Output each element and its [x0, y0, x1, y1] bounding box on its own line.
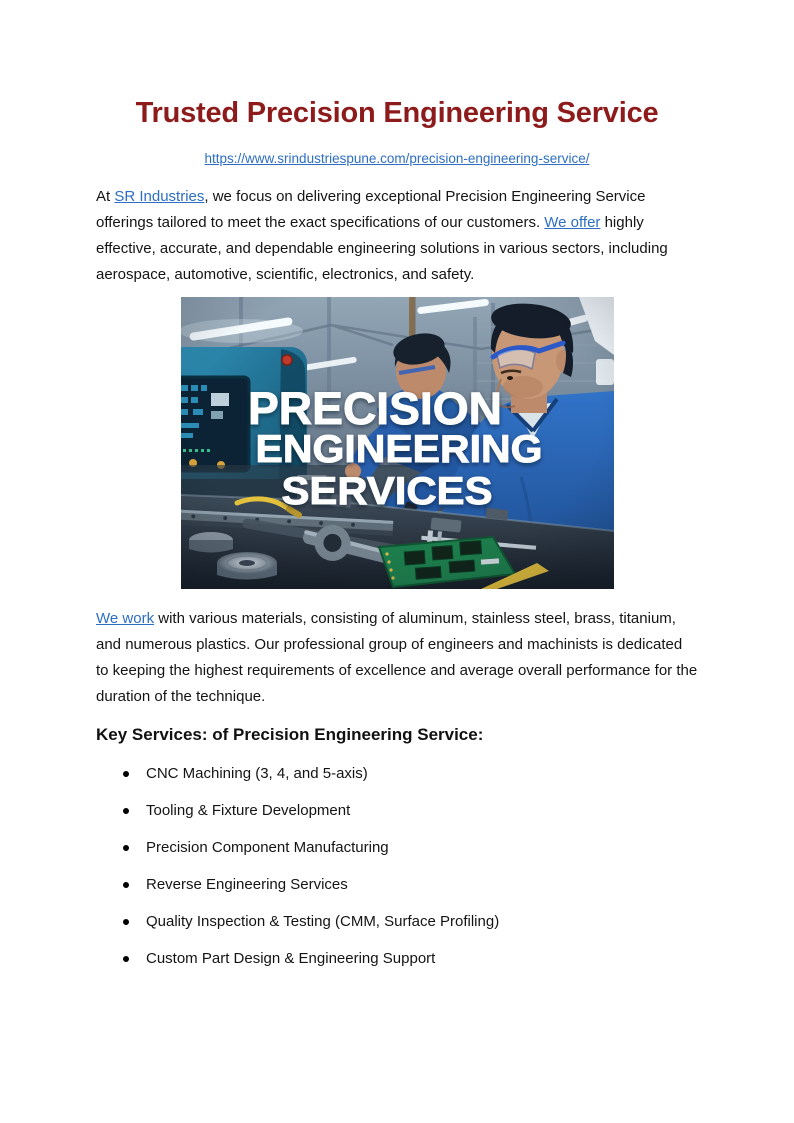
- services-list: [96, 761, 794, 972]
- hero-image: [181, 297, 614, 589]
- materials-paragraph: [96, 606, 698, 710]
- hero-image-illustration: [181, 297, 614, 589]
- service-list-item: Reverse Engineering Services: [96, 872, 794, 898]
- service-list-item: Custom Part Design & Engineering Support: [96, 946, 794, 972]
- materials-text: with various materials, consisting of aluminum, stainless steel, brass, titanium, and numerous plastics. Our professional group of engineers and machinists is dedicated to keeping the highest requirements of excellence and average overall performance for the duration of the technique.: [96, 610, 698, 705]
- source-url-link[interactable]: https://www.srindustriespune.com/precision-engineering-service/: [204, 151, 590, 166]
- hero-overlay-line-2: ENGINEERING: [255, 428, 542, 471]
- sr-industries-link[interactable]: SR Industries: [114, 188, 205, 205]
- hero-overlay-line-3: SERVICES: [281, 470, 492, 513]
- service-list-item: Precision Component Manufacturing: [96, 835, 794, 861]
- we-offer-link[interactable]: We offer: [544, 214, 601, 231]
- service-list-item: CNC Machining (3, 4, and 5-axis): [96, 761, 794, 787]
- key-services-heading: Key Services: of Precision Engineering Service:: [96, 725, 484, 744]
- page-title: Trusted Precision Engineering Service: [135, 97, 659, 129]
- intro-text-mid: , we focus on delivering exceptional Precision Engineering Service offerings tailored to meet the exact specifications of our customers.: [96, 188, 646, 231]
- intro-text-post: highly effective, accurate, and dependable engineering solutions in various sectors, including aerospace, automotive, scientific, electronics, and safety.: [96, 214, 668, 283]
- service-list-item: Quality Inspection & Testing (CMM, Surface Profiling): [96, 909, 794, 935]
- we-work-link[interactable]: We work: [96, 610, 155, 627]
- source-url-line: [0, 151, 794, 167]
- hero-overlay-line-1: PRECISION: [247, 383, 502, 434]
- service-list-item: Tooling & Fixture Development: [96, 798, 794, 824]
- intro-text-pre: At: [96, 188, 115, 205]
- intro-paragraph: [96, 184, 698, 288]
